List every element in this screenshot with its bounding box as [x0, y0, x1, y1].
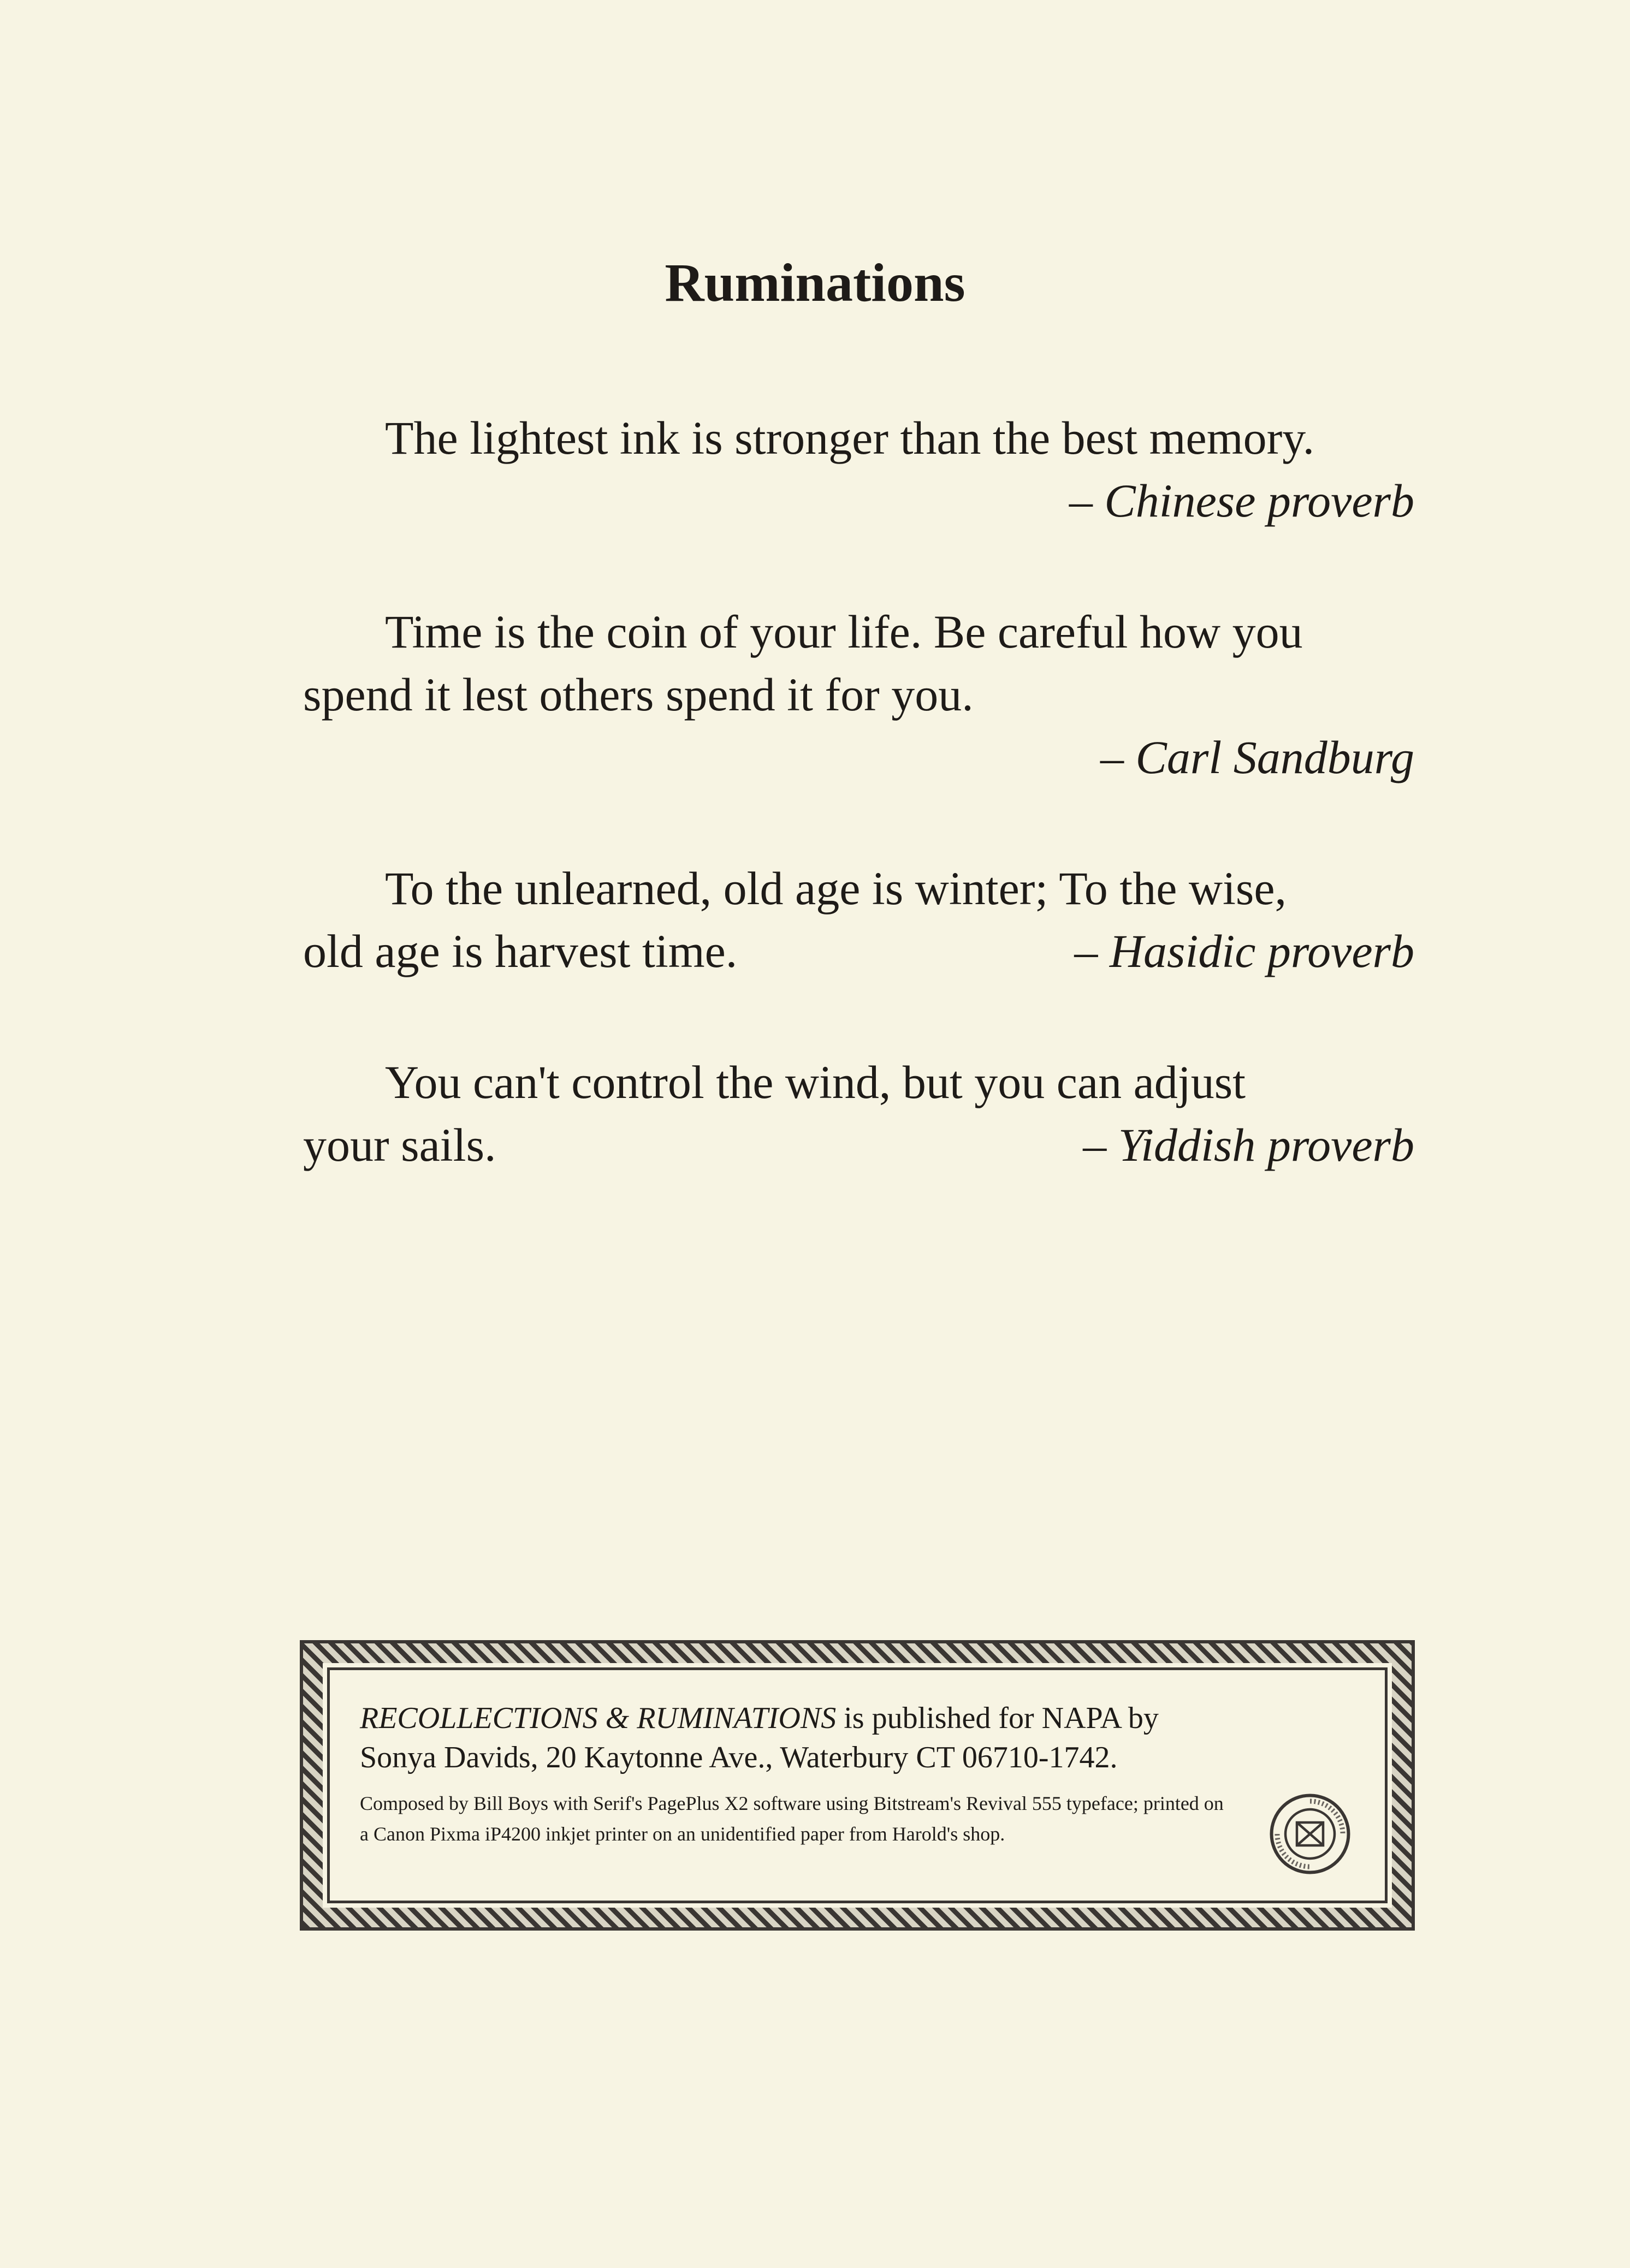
quote-4	[303, 1051, 1414, 1177]
quote-attribution-4: – Yiddish proverb	[1083, 1119, 1414, 1171]
quote-line-4b	[303, 1114, 1414, 1177]
quote-attribution-2: – Carl Sandburg	[1100, 731, 1414, 783]
colophon-credits: Composed by Bill Boys with Serif's PagePlus X2 software using Bitstream's Revival 555 typeface; printed on a Canon Pixma iP4200 inkjet printer on an unidentified paper from Harold's shop.	[360, 1792, 1224, 1845]
quote-text-4b: your sails.	[303, 1119, 496, 1171]
quote-attribution-3: – Hasidic proverb	[1074, 925, 1414, 977]
publication-name: RECOLLECTIONS & RUMINATIONS	[360, 1701, 837, 1735]
quote-text-3b: old age is harvest time.	[303, 925, 738, 977]
quote-line-3b	[303, 920, 1414, 983]
publisher-address: Sonya Davids, 20 Kaytonne Ave., Waterbury CT 06710-1742.	[360, 1741, 1118, 1774]
quote-2	[303, 601, 1414, 789]
napa-seal-icon	[1269, 1793, 1351, 1875]
quote-attribution-1: – Chinese proverb	[1069, 474, 1414, 527]
quote-text-2a: Time is the coin of your life. Be careful how you	[385, 605, 1303, 658]
colophon-main	[360, 1699, 1352, 1777]
quote-1	[303, 407, 1414, 532]
quote-text-3a: To the unlearned, old age is winter; To the wise,	[385, 862, 1287, 915]
quote-text-1: The lightest ink is stronger than the best memory.	[385, 412, 1315, 464]
quote-3	[303, 857, 1414, 983]
colophon-inner	[327, 1667, 1388, 1903]
quote-text-2b: spend it lest others spend it for you.	[303, 668, 974, 721]
published-for: is published for NAPA by	[836, 1701, 1159, 1735]
quote-text-4a: You can't control the wind, but you can adjust	[385, 1056, 1246, 1108]
colophon-box	[303, 1643, 1412, 1927]
page-title: Ruminations	[665, 252, 965, 313]
